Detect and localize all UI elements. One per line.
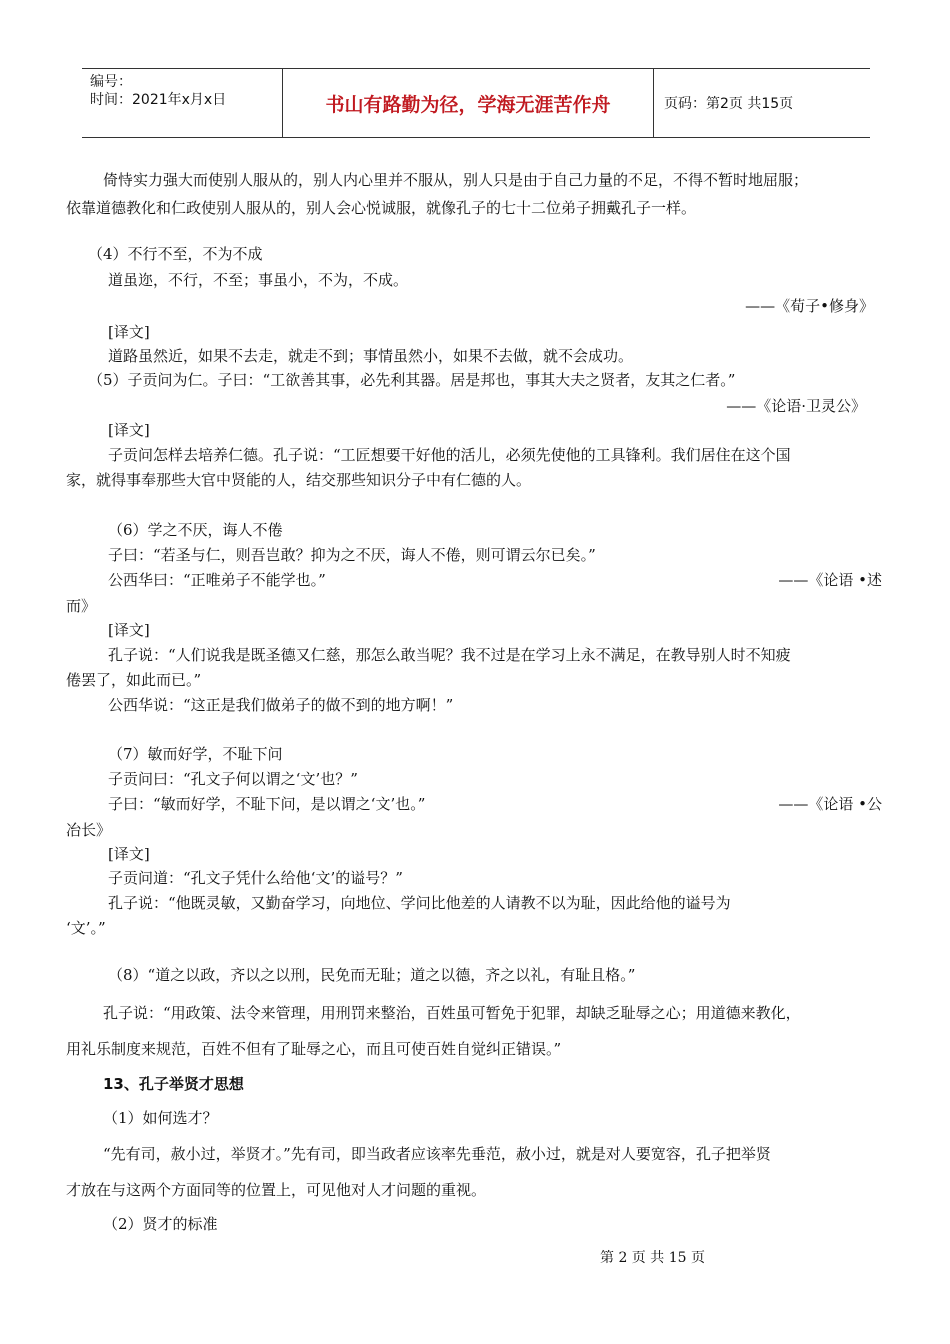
- translation-line: 公西华说：“这正是我们做弟子的做不到的地方啊！”: [108, 696, 454, 714]
- section-heading: （7）敏而好学，不耻下问: [108, 745, 283, 763]
- body-line: “先有司，赦小过，举贤才。”先有司，即当政者应该率先垂范，赦小过，就是对人要宽容，孔子把举贤: [103, 1145, 771, 1163]
- translation-line: ‘文’。”: [66, 919, 106, 937]
- header-meta: [82, 69, 282, 137]
- translation-label: [译文]: [108, 323, 150, 341]
- translation-line: 倦罢了，如此而已。”: [66, 671, 202, 689]
- section-heading: （4）不行不至，不为不成: [88, 245, 263, 263]
- section-heading: （8）“道之以政，齐以之以刑，民免而无耻；道之以德，齐之以礼，有耻且格。”: [108, 966, 636, 984]
- body-line: 用礼乐制度来规范，百姓不但有了耻辱之心，而且可使百姓自觉纠正错误。”: [66, 1040, 562, 1058]
- body-line: 孔子说：“用政策、法令来管理，用刑罚来整治，百姓虽可暂免于犯罪，却缺乏耻辱之心；用道德来教化，: [103, 1004, 801, 1022]
- translation-line: 道路虽然近，如果不去走，就走不到；事情虽然小，如果不去做，就不会成功。: [108, 347, 634, 365]
- citation: ——《荀子•修身》: [745, 297, 874, 315]
- section-heading: （5）子贡问为仁。子曰：“工欲善其事，必先利其器。居是邦也，事其大夫之贤者，友其之仁者。”: [88, 371, 736, 389]
- citation-continued: 冶长》: [66, 821, 112, 839]
- body-line: 倚恃实力强大而使别人服从的，别人内心里并不服从，别人只是由于自己力量的不足，不得不暂时地屈服；: [103, 171, 809, 189]
- chapter-heading: 13、孔子举贤才思想: [103, 1075, 244, 1093]
- doc-date-label: 时间：2021年x月x日: [90, 92, 227, 108]
- translation-label: [译文]: [108, 845, 150, 863]
- header-page-info: 页码：第2页 共15页: [664, 96, 794, 112]
- citation: ——《论语 •述: [778, 571, 882, 589]
- doc-number-label: 编号：: [90, 74, 132, 90]
- citation: ——《论语 •公: [778, 795, 882, 813]
- quote-line: 子曰：“若圣与仁，则吾岂敢？抑为之不厌，诲人不倦，则可谓云尔已矣。”: [108, 546, 596, 564]
- translation-line: 孔子说：“他既灵敏，又勤奋学习，向地位、学问比他差的人请教不以为耻，因此给他的谥号为: [108, 894, 731, 912]
- section-heading: （6）学之不厌，诲人不倦: [108, 521, 283, 539]
- translation-line: 子贡问怎样去培养仁德。孔子说：“工匠想要干好他的活儿，必须先使他的工具锋利。我们居住在这个国: [108, 446, 791, 464]
- citation: ——《论语·卫灵公》: [726, 397, 866, 415]
- translation-line: 孔子说：“人们说我是既圣德又仁慈，那怎么敢当呢？我不过是在学习上永不满足，在教导别人时不知疲: [108, 646, 791, 664]
- quote-line: 子曰：“敏而好学，不耻下问，是以谓之‘文’也。”: [108, 795, 426, 813]
- page-footer: 第 2 页 共 15 页: [600, 1250, 705, 1266]
- page-header: [82, 68, 870, 138]
- quote-line: 道虽迩，不行，不至；事虽小，不为，不成。: [108, 271, 409, 289]
- translation-label: [译文]: [108, 421, 150, 439]
- section-heading: （2）贤才的标准: [103, 1215, 218, 1233]
- translation-label: [译文]: [108, 621, 150, 639]
- citation-continued: 而》: [66, 597, 97, 615]
- header-motto: 书山有路勤为径，学海无涯苦作舟: [282, 69, 654, 137]
- translation-line: 家，就得事奉那些大官中贤能的人，结交那些知识分子中有仁德的人。: [66, 471, 532, 489]
- quote-line: 公西华曰：“正唯弟子不能学也。”: [108, 571, 326, 589]
- body-line: 依靠道德教化和仁政使别人服从的，别人会心悦诚服，就像孔子的七十二位弟子拥戴孔子一样。: [66, 199, 697, 217]
- section-heading: （1）如何选才？: [103, 1109, 218, 1127]
- body-line: 才放在与这两个方面同等的位置上，可见他对人才问题的重视。: [66, 1181, 487, 1199]
- quote-line: 子贡问曰：“孔文子何以谓之‘文’也？”: [108, 770, 358, 788]
- translation-line: 子贡问道：“孔文子凭什么给他‘文’的谥号？”: [108, 869, 403, 887]
